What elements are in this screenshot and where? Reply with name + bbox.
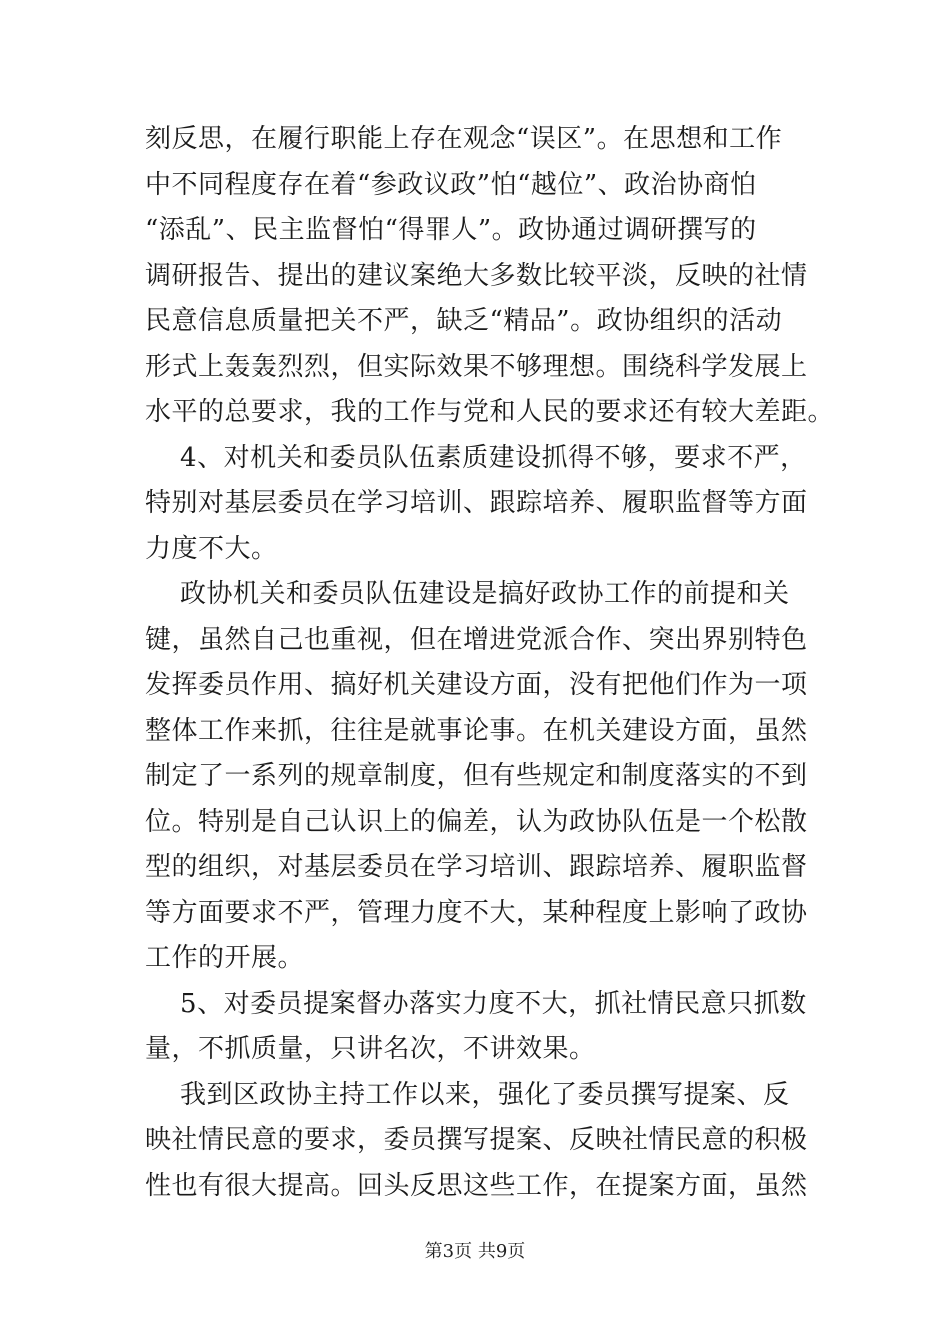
text-line: 位。特别是自己认识上的偏差，认为政协队伍是一个松散 [145,806,808,837]
text-line: 型的组织，对基层委员在学习培训、跟踪培养、履职监督 [145,852,808,882]
text-line: 我到区政协主持工作以来，强化了委员撰写提案、反 [145,1079,790,1110]
page-footer [0,1237,950,1263]
text-line: 中不同程度存在着“参政议政”怕“越位”、政治协商怕 [145,169,757,200]
text-line: 整体工作来抓，往往是就事论事。在机关建设方面，虽然 [145,715,808,746]
text-line: 键，虽然自己也重视，但在增进党派合作、突出界别特色 [145,624,808,655]
text-line: 发挥委员作用、搞好机关建设方面，没有把他们作为一项 [145,670,808,700]
text-line: 政协机关和委员队伍建设是搞好政协工作的前提和关 [145,579,790,609]
document-body [145,117,835,1209]
text-line: 调研报告、提出的建议案绝大多数比较平淡，反映的社情 [145,260,808,291]
text-line: 等方面要求不严，管理力度不大，某种程度上影响了政协 [145,897,808,928]
text-line: 量，不抓质量，只讲名次，不讲效果。 [145,1034,596,1064]
text-line: 映社情民意的要求，委员撰写提案、反映社情民意的积极 [145,1125,808,1155]
text-line: 4、对机关和委员队伍素质建设抓得不够，要求不严， [145,442,807,473]
text-line: 刻反思，在履行职能上存在观念“误区”。在思想和工作 [145,124,783,154]
text-line: 水平的总要求，我的工作与党和人民的要求还有较大差距。 [145,397,835,427]
text-line: 性也有很大提高。回头反思这些工作，在提案方面，虽然 [145,1170,808,1201]
text-line: 力度不大。 [145,533,278,564]
text-line: “添乱”、民主监督怕“得罪人”。政协通过调研撰写的 [145,215,757,245]
page-number-label: 第3页 共9页 [424,1241,526,1262]
text-line: 工作的开展。 [145,943,305,973]
text-line: 民意信息质量把关不严，缺乏“精品”。政协组织的活动 [145,306,783,336]
text-line: 制定了一系列的规章制度，但有些规定和制度落实的不到 [145,761,808,791]
text-line: 5、对委员提案督办落实力度不大，抓社情民意只抓数 [145,988,807,1019]
text-line: 形式上轰轰烈烈，但实际效果不够理想。围绕科学发展上 [145,351,808,382]
text-line: 特别对基层委员在学习培训、跟踪培养、履职监督等方面 [145,488,808,518]
